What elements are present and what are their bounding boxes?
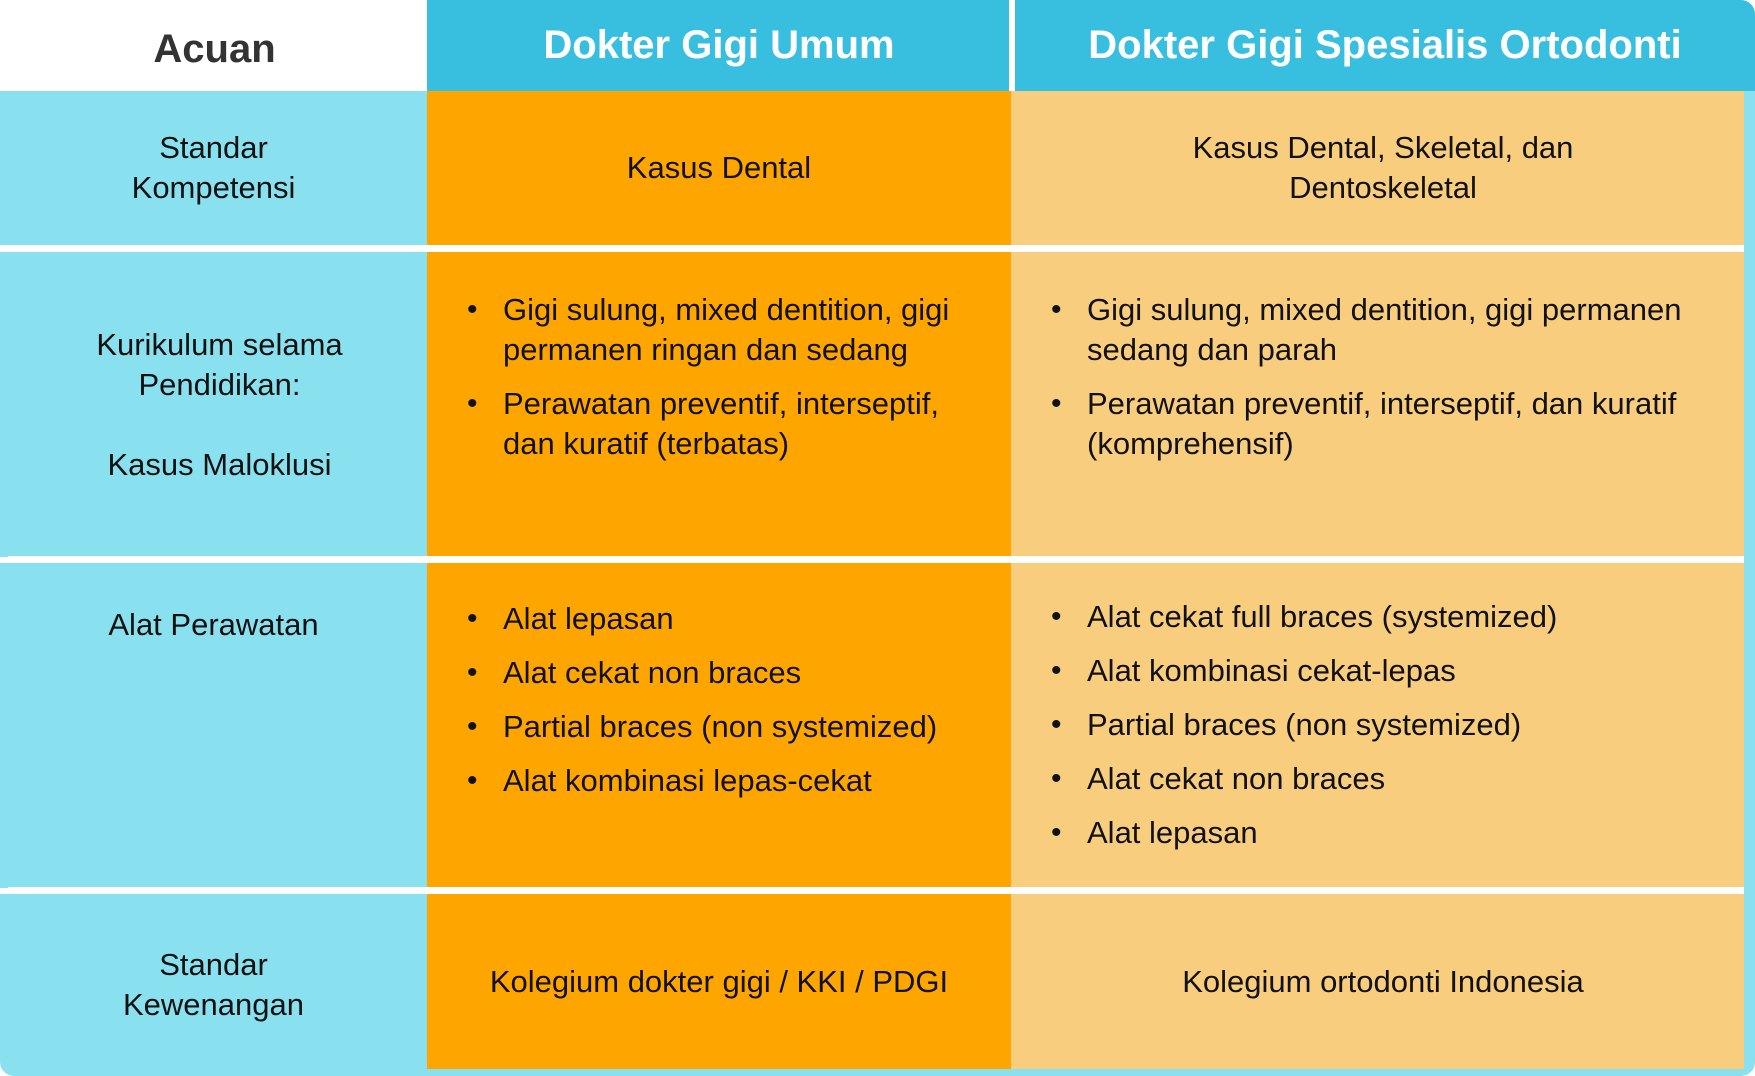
- kewenangan-spesialis-text: Kolegium ortodonti Indonesia: [1182, 963, 1584, 999]
- kurikulum-spesialis-cell: [1011, 252, 1755, 557]
- kompetensi-label-line2: Kompetensi: [131, 170, 296, 205]
- row-label-alat: [0, 563, 427, 888]
- list-item: • Alat lepasan: [503, 599, 1011, 639]
- bottom-border: [427, 1069, 1755, 1076]
- kewenangan-label-line1: Standar: [159, 947, 268, 982]
- kompetensi-umum-cell: [427, 91, 1011, 245]
- row-divider: [8, 556, 1744, 563]
- alat-umum-list: [427, 599, 1011, 815]
- row-divider: [8, 887, 1744, 894]
- list-item: • Alat lepasan: [1087, 813, 1755, 853]
- header-divider: [1009, 0, 1015, 91]
- right-border: [1744, 91, 1755, 1076]
- header-umum-label: Dokter Gigi Umum: [543, 23, 895, 67]
- kompetensi-spesialis-line1: Kasus Dental, Skeletal, dan: [1192, 130, 1574, 165]
- header-umum: [427, 0, 1011, 91]
- kewenangan-umum-cell: [427, 894, 1011, 1069]
- list-item: • Partial braces (non systemized): [1087, 705, 1755, 745]
- kewenangan-umum-text: Kolegium dokter gigi / KKI / PDGI: [489, 963, 949, 999]
- kompetensi-label-line1: Standar: [159, 130, 268, 165]
- kurikulum-umum-list: [427, 290, 991, 478]
- kompetensi-umum-text: Kasus Dental: [626, 150, 812, 185]
- header-acuan: [8, 8, 421, 91]
- alat-spesialis-list: [1011, 597, 1755, 867]
- list-item: • Perawatan preventif, interseptif, dan kuratif (komprehensif): [1087, 384, 1705, 464]
- alat-label: Alat Perawatan: [108, 607, 319, 642]
- row-label-kewenangan: [0, 894, 427, 1076]
- kompetensi-spesialis-cell: [1011, 91, 1755, 245]
- kurikulum-label-line2: Pendidikan:: [138, 366, 301, 402]
- alat-umum-cell: [427, 563, 1011, 888]
- list-item: • Alat kombinasi cekat-lepas: [1087, 651, 1755, 691]
- list-item: • Alat kombinasi lepas-cekat: [503, 761, 1011, 801]
- kurikulum-spesialis-list: [1011, 290, 1705, 478]
- list-item: • Alat cekat full braces (systemized): [1087, 597, 1755, 637]
- kewenangan-spesialis-cell: [1011, 894, 1755, 1069]
- row-label-kompetensi: [0, 91, 427, 245]
- kurikulum-label-line3: Kasus Maloklusi: [107, 446, 332, 482]
- row-label-kurikulum: [0, 252, 427, 557]
- list-item: • Partial braces (non systemized): [503, 707, 1011, 747]
- header-spesialis-label: Dokter Gigi Spesialis Ortodonti: [1088, 23, 1682, 67]
- header-divider: [421, 0, 427, 91]
- list-item: • Gigi sulung, mixed dentition, gigi permanen sedang dan parah: [1087, 290, 1705, 370]
- list-item: • Gigi sulung, mixed dentition, gigi permanen ringan dan sedang: [503, 290, 991, 370]
- list-item: • Alat cekat non braces: [1087, 759, 1755, 799]
- kurikulum-umum-cell: [427, 252, 1011, 557]
- list-item: • Perawatan preventif, interseptif, dan kuratif (terbatas): [503, 384, 991, 464]
- kompetensi-spesialis-line2: Dentoskeletal: [1289, 170, 1477, 205]
- kurikulum-label-line1: Kurikulum selama: [96, 326, 343, 362]
- list-item: • Alat cekat non braces: [503, 653, 1011, 693]
- header-spesialis: [1015, 0, 1755, 91]
- kewenangan-label-line2: Kewenangan: [123, 987, 304, 1022]
- header-acuan-label: Acuan: [153, 27, 276, 71]
- row-divider: [8, 245, 1744, 252]
- alat-spesialis-cell: [1011, 563, 1755, 888]
